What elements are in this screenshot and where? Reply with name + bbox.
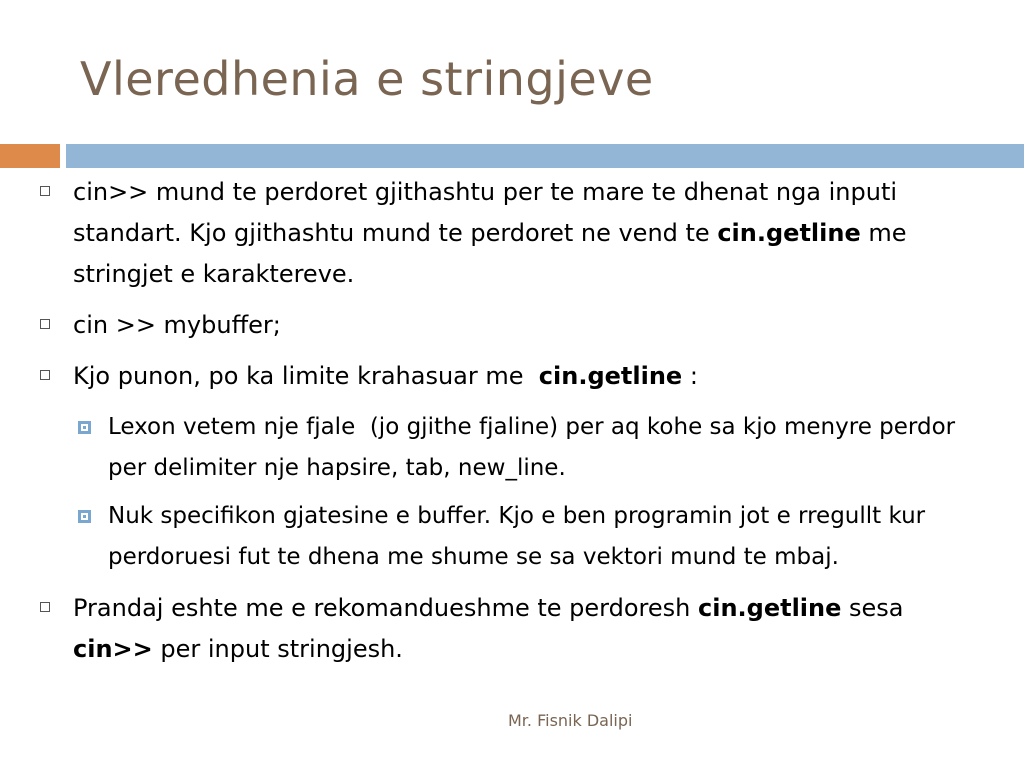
bullet-item — [73, 588, 953, 670]
blue-square-bullet-icon — [78, 510, 91, 523]
hollow-square-bullet-icon — [40, 319, 50, 329]
blue-square-bullet-icon — [78, 421, 91, 434]
bullet-text: : — [682, 362, 698, 390]
bullet-text: per input stringjesh. — [152, 635, 403, 663]
bullet-text: me stringjet e karaktereve. — [73, 219, 915, 288]
accent-bar-blue — [66, 144, 1024, 168]
bullet-text: Kjo punon, po ka limite krahasuar me — [73, 362, 539, 390]
bullet-text: cin>> mund te perdoret gjithashtu per te mare te dhenat nga inputi standart. Kjo gjithashtu mund te perdoret ne vend te — [73, 178, 905, 247]
bullet-list — [0, 172, 1024, 670]
accent-bar-orange — [0, 144, 60, 168]
bullet-text: cin >> mybuffer; — [73, 311, 281, 339]
footer-author: Mr. Fisnik Dalipi — [508, 711, 633, 730]
bullet-text-bold: cin.getline — [697, 594, 842, 622]
bullet-text-bold: cin.getline — [717, 219, 861, 247]
slide-title: Vleredhenia e stringjeve — [80, 52, 654, 106]
bullet-text: sesa — [841, 594, 912, 622]
bullet-text-bold: cin.getline — [538, 362, 683, 390]
bullet-text: Prandaj eshte me e rekomandueshme te perdoresh — [73, 594, 698, 622]
sub-bullet-item — [108, 407, 968, 489]
bullet-text-bold: cin>> — [73, 635, 153, 663]
hollow-square-bullet-icon — [40, 186, 50, 196]
hollow-square-bullet-icon — [40, 602, 50, 612]
bullet-item — [73, 172, 953, 295]
bullet-text: Lexon vetem nje fjale (jo gjithe fjaline) per aq kohe sa kjo menyre perdor per delimiter nje hapsire, tab, new_line. — [108, 414, 963, 481]
hollow-square-bullet-icon — [40, 370, 50, 380]
sub-bullet-item — [108, 496, 968, 578]
bullet-text: Nuk specifikon gjatesine e buffer. Kjo e ben programin jot e rregullt kur perdoruesi fut te dhena me shume se sa vektori mund te mbaj. — [108, 503, 933, 570]
bullet-item — [73, 305, 953, 346]
bullet-item — [73, 356, 953, 397]
